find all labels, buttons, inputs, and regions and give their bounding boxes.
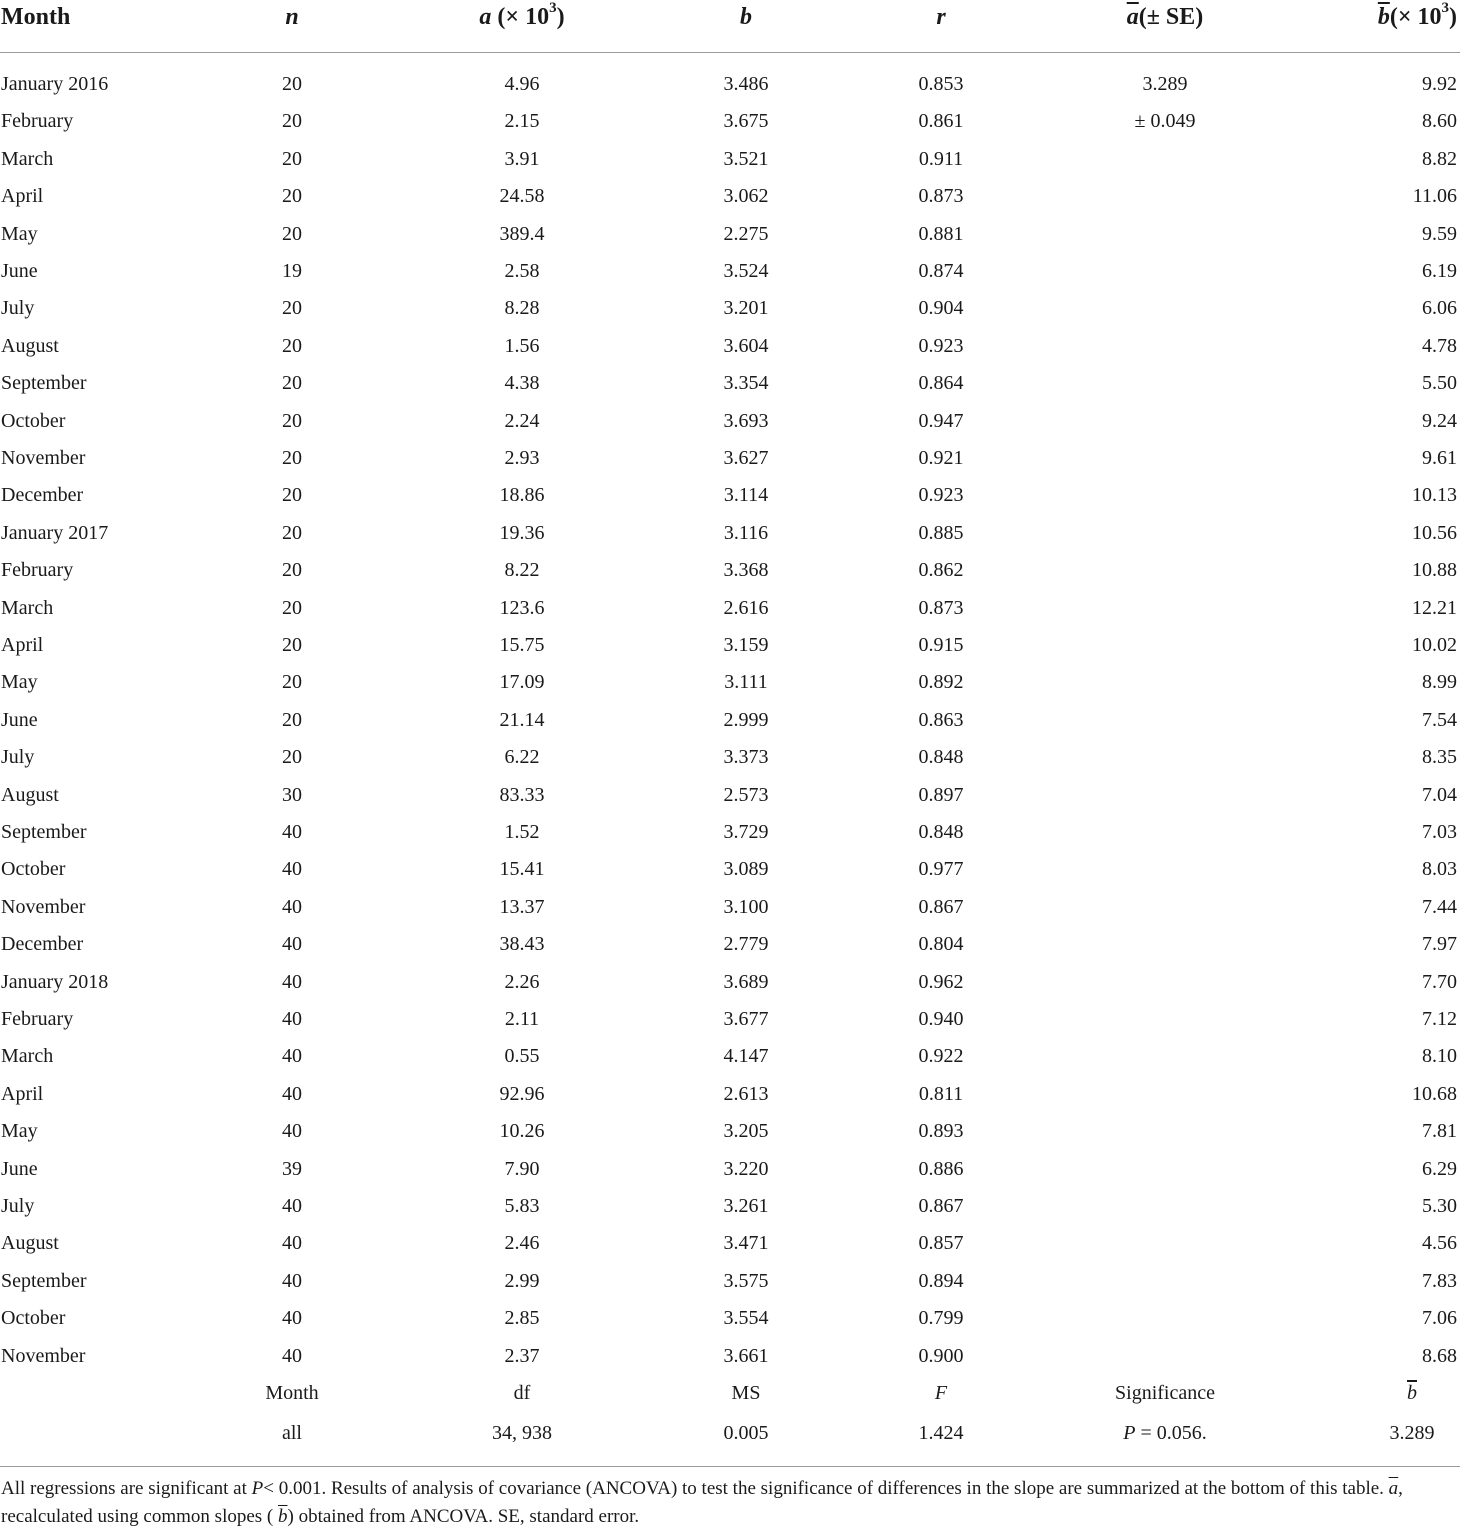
cell-n: 20 xyxy=(282,484,302,507)
ancova-header-f: F xyxy=(934,1382,948,1404)
cell-month: June xyxy=(1,260,38,282)
ancova-row xyxy=(0,1413,1460,1451)
ancova-header-significance: Significance xyxy=(1115,1382,1215,1404)
table-row xyxy=(0,777,1460,814)
cell-r: 0.904 xyxy=(918,297,964,320)
cell-r: 0.848 xyxy=(918,821,964,843)
cell-a: 2.11 xyxy=(504,1008,540,1030)
cell-month: September xyxy=(1,821,87,843)
cell-r: 0.881 xyxy=(918,222,964,245)
table-row xyxy=(0,702,1460,739)
cell-bbar: 7.54 xyxy=(1422,708,1457,731)
cell-b: 3.100 xyxy=(723,895,769,918)
cell-bbar: 7.06 xyxy=(1422,1307,1457,1330)
cell-a: 2.15 xyxy=(504,110,540,133)
cell-a: 2.99 xyxy=(504,1269,540,1292)
table-row xyxy=(0,964,1460,1001)
cell-month: September xyxy=(1,372,87,395)
cell-bbar: 10.56 xyxy=(1412,521,1457,544)
cell-a: 3.91 xyxy=(504,147,540,170)
table-row xyxy=(0,365,1460,402)
table-row xyxy=(0,440,1460,477)
cell-month: November xyxy=(1,447,86,469)
cell-b: 3.627 xyxy=(723,447,769,469)
cell-b: 2.613 xyxy=(723,1082,769,1105)
cell-r: 0.940 xyxy=(918,1008,964,1030)
cell-a: 389.4 xyxy=(499,222,545,245)
cell-n: 20 xyxy=(282,521,302,544)
cell-b: 3.261 xyxy=(723,1195,769,1217)
cell-b: 2.779 xyxy=(723,933,769,956)
cell-r: 0.874 xyxy=(918,260,964,282)
cell-month: June xyxy=(1,1157,38,1180)
cell-month: May xyxy=(1,671,38,694)
cell-r: 0.977 xyxy=(918,858,964,881)
cell-b: 3.471 xyxy=(723,1232,769,1255)
cell-n: 40 xyxy=(282,1232,302,1255)
cell-bbar: 11.06 xyxy=(1412,185,1457,208)
cell-n: 20 xyxy=(282,634,302,656)
cell-n: 40 xyxy=(282,1120,302,1143)
cell-bbar: 7.12 xyxy=(1422,1008,1457,1030)
table-row xyxy=(0,590,1460,627)
cell-month: October xyxy=(1,409,66,432)
cell-n: 20 xyxy=(282,447,302,469)
cell-n: 20 xyxy=(282,409,302,432)
cell-n: 20 xyxy=(282,746,302,769)
cell-r: 0.857 xyxy=(918,1232,964,1255)
cell-a: 2.26 xyxy=(504,970,540,993)
cell-r: 0.900 xyxy=(918,1344,964,1367)
cell-r: 0.864 xyxy=(918,372,964,395)
cell-b: 3.604 xyxy=(723,334,769,357)
cell-a: 15.75 xyxy=(499,634,545,656)
table-row xyxy=(0,1076,1460,1113)
cell-n: 20 xyxy=(282,147,302,170)
cell-b: 3.521 xyxy=(723,147,769,170)
ancova-header-df: df xyxy=(513,1382,531,1404)
cell-month: July xyxy=(1,297,35,320)
table-row xyxy=(0,552,1460,589)
table-row xyxy=(0,66,1460,103)
cell-r: 0.867 xyxy=(918,895,964,918)
table-row xyxy=(0,851,1460,888)
cell-n: 39 xyxy=(282,1157,302,1180)
cell-month: February xyxy=(1,559,74,582)
table-row xyxy=(0,1038,1460,1075)
table-row xyxy=(0,1263,1460,1300)
table-row xyxy=(0,926,1460,963)
header-n: n xyxy=(285,4,299,30)
cell-a: 15.41 xyxy=(499,858,545,881)
cell-a: 21.14 xyxy=(499,708,545,731)
cell-r: 0.848 xyxy=(918,746,964,769)
cell-month: July xyxy=(1,1195,35,1217)
cell-n: 20 xyxy=(282,596,302,619)
cell-bbar: 7.44 xyxy=(1422,895,1457,918)
cell-a: 24.58 xyxy=(499,185,545,208)
cell-a: 19.36 xyxy=(499,521,545,544)
ancova-header-bbar: $\overline{b}$ xyxy=(1407,1382,1417,1404)
cell-a: 4.96 xyxy=(504,73,540,95)
cell-a: 2.46 xyxy=(504,1232,540,1255)
cell-r: 0.885 xyxy=(918,521,964,544)
table-row xyxy=(0,178,1460,215)
cell-month: September xyxy=(1,1269,87,1292)
table-row xyxy=(0,889,1460,926)
cell-n: 40 xyxy=(282,1195,302,1217)
cell-bbar: 8.03 xyxy=(1422,858,1457,881)
cell-bbar: 9.59 xyxy=(1422,222,1457,245)
cell-a: 13.37 xyxy=(499,895,545,918)
ancova-month: all xyxy=(282,1422,302,1444)
cell-r: 0.853 xyxy=(918,73,964,95)
cell-b: 3.220 xyxy=(723,1157,769,1180)
cell-bbar: 8.68 xyxy=(1422,1344,1457,1367)
cell-b: 3.677 xyxy=(723,1008,769,1030)
cell-b: 3.729 xyxy=(723,821,769,843)
cell-month: April xyxy=(1,1082,44,1105)
table-row xyxy=(0,627,1460,664)
cell-month: January 2016 xyxy=(1,73,109,95)
cell-n: 19 xyxy=(282,260,302,282)
header-month: Month xyxy=(1,4,71,30)
cell-b: 3.354 xyxy=(723,372,769,395)
table-bottom-rule xyxy=(0,1466,1460,1467)
cell-month: May xyxy=(1,222,38,245)
cell-a: 8.28 xyxy=(504,297,540,320)
cell-a: 7.90 xyxy=(504,1157,540,1180)
cell-r: 0.897 xyxy=(918,783,964,806)
cell-bbar: 5.50 xyxy=(1422,372,1457,395)
cell-r: 0.867 xyxy=(918,1195,964,1217)
cell-n: 20 xyxy=(282,297,302,320)
cell-bbar: 7.04 xyxy=(1422,783,1457,806)
cell-b: 3.114 xyxy=(723,484,769,507)
cell-bbar: 8.10 xyxy=(1422,1045,1457,1068)
cell-n: 40 xyxy=(282,933,302,956)
cell-bbar: 10.02 xyxy=(1412,634,1457,656)
cell-a: 2.37 xyxy=(504,1344,540,1367)
cell-month: December xyxy=(1,933,84,956)
cell-a: 0.55 xyxy=(504,1045,540,1068)
ancova-ms: 0.005 xyxy=(723,1422,769,1444)
cell-bbar: 12.21 xyxy=(1412,596,1457,619)
cell-bbar: 9.61 xyxy=(1422,447,1457,469)
cell-month: August xyxy=(1,1232,59,1255)
cell-a: 2.85 xyxy=(504,1307,540,1330)
cell-b: 3.689 xyxy=(723,970,769,993)
cell-b: 3.159 xyxy=(723,634,769,656)
table-row xyxy=(0,1188,1460,1225)
ancova-header-row xyxy=(0,1374,1460,1412)
cell-month: October xyxy=(1,858,66,881)
table-row xyxy=(0,814,1460,851)
cell-bbar: 7.81 xyxy=(1422,1120,1457,1143)
cell-month: May xyxy=(1,1120,38,1143)
cell-b: 2.275 xyxy=(723,222,769,245)
cell-bbar: 8.60 xyxy=(1422,110,1457,133)
cell-bbar: 6.29 xyxy=(1422,1157,1457,1180)
cell-b: 3.575 xyxy=(723,1269,769,1292)
cell-b: 3.201 xyxy=(723,297,769,320)
cell-a: 1.52 xyxy=(504,821,540,843)
cell-a: 38.43 xyxy=(499,933,545,956)
cell-n: 40 xyxy=(282,970,302,993)
cell-bbar: 9.92 xyxy=(1422,73,1457,95)
cell-n: 40 xyxy=(282,1045,302,1068)
cell-bbar: 8.99 xyxy=(1422,671,1457,694)
cell-month: February xyxy=(1,1008,74,1030)
abar-se: ± 0.049 xyxy=(1134,110,1196,132)
cell-r: 0.873 xyxy=(918,596,964,619)
table-row xyxy=(0,403,1460,440)
cell-bbar: 10.88 xyxy=(1412,559,1457,582)
cell-r: 0.862 xyxy=(918,559,964,582)
cell-a: 1.56 xyxy=(504,334,540,357)
table-row xyxy=(0,328,1460,365)
cell-n: 40 xyxy=(282,895,302,918)
cell-bbar: 8.82 xyxy=(1422,147,1457,170)
cell-month: January 2017 xyxy=(1,521,109,544)
cell-bbar: 10.68 xyxy=(1412,1082,1457,1105)
table-row xyxy=(0,1338,1460,1375)
cell-n: 20 xyxy=(282,559,302,582)
cell-bbar: 7.97 xyxy=(1422,933,1457,956)
cell-month: March xyxy=(1,147,54,170)
table-row xyxy=(0,290,1460,327)
table-row xyxy=(0,1225,1460,1262)
cell-a: 2.24 xyxy=(504,409,540,432)
header-bbar: $\overline{b}(\times 10^3)$ xyxy=(1377,0,1457,30)
header-b: b xyxy=(740,4,752,30)
cell-r: 0.873 xyxy=(918,185,964,208)
cell-r: 0.947 xyxy=(918,409,964,432)
cell-bbar: 8.35 xyxy=(1422,746,1457,769)
cell-r: 0.894 xyxy=(918,1269,964,1292)
cell-bbar: 7.03 xyxy=(1422,821,1457,843)
cell-r: 0.861 xyxy=(918,110,964,133)
cell-month: November xyxy=(1,895,86,918)
table-footnote: All regressions are significant at P< 0.001. Results of analysis of covariance (ANCOVA) to test the significance of differences in the slope are summarized at the bottom of this table. $\overline{a}$, recalculated using common slopes ( $\overline{b}$) obtained from ANCOVA. SE, standard error. xyxy=(1,1478,1403,1527)
table-row xyxy=(0,1300,1460,1337)
cell-b: 3.111 xyxy=(724,671,768,694)
cell-a: 8.22 xyxy=(504,559,540,582)
cell-n: 20 xyxy=(282,334,302,357)
cell-month: July xyxy=(1,746,35,769)
cell-month: October xyxy=(1,1307,66,1330)
cell-r: 0.892 xyxy=(918,671,964,694)
cell-r: 0.886 xyxy=(918,1157,964,1180)
table-row xyxy=(0,103,1460,140)
cell-r: 0.799 xyxy=(918,1307,964,1330)
cell-n: 20 xyxy=(282,671,302,694)
cell-month: February xyxy=(1,110,74,133)
cell-r: 0.921 xyxy=(918,447,964,469)
cell-month: August xyxy=(1,783,59,806)
cell-n: 30 xyxy=(282,783,302,806)
cell-a: 10.26 xyxy=(499,1120,545,1143)
header-a: a (× $10^3$) xyxy=(479,0,565,30)
table-row xyxy=(0,141,1460,178)
table-row xyxy=(0,664,1460,701)
table-row xyxy=(0,739,1460,776)
cell-b: 2.999 xyxy=(723,708,769,731)
ancova-significance: P = 0.056. xyxy=(1123,1422,1207,1444)
cell-b: 2.573 xyxy=(723,783,769,806)
cell-n: 20 xyxy=(282,73,302,95)
cell-a: 92.96 xyxy=(499,1082,545,1105)
cell-a: 6.22 xyxy=(504,746,540,769)
cell-n: 20 xyxy=(282,185,302,208)
cell-b: 3.524 xyxy=(723,260,769,282)
cell-bbar: 4.56 xyxy=(1422,1232,1457,1255)
cell-a: 2.58 xyxy=(504,260,540,282)
cell-r: 0.911 xyxy=(918,147,964,170)
cell-month: April xyxy=(1,185,44,208)
ancova-header-month: Month xyxy=(265,1382,319,1404)
cell-n: 20 xyxy=(282,110,302,133)
cell-bbar: 9.24 xyxy=(1422,409,1457,432)
cell-month: December xyxy=(1,484,84,507)
cell-r: 0.893 xyxy=(918,1120,964,1143)
table-row xyxy=(0,216,1460,253)
cell-a: 17.09 xyxy=(499,671,545,694)
cell-b: 3.062 xyxy=(723,185,769,208)
cell-bbar: 7.70 xyxy=(1422,970,1457,993)
cell-r: 0.923 xyxy=(918,484,964,507)
cell-r: 0.804 xyxy=(918,933,964,956)
cell-b: 3.116 xyxy=(723,521,769,544)
cell-a: 18.86 xyxy=(499,484,545,507)
cell-a: 2.93 xyxy=(504,447,540,469)
cell-a: 123.6 xyxy=(499,596,545,619)
cell-n: 40 xyxy=(282,1008,302,1030)
cell-b: 3.368 xyxy=(723,559,769,582)
cell-b: 3.089 xyxy=(723,858,769,881)
cell-bbar: 6.06 xyxy=(1422,297,1457,320)
cell-bbar: 10.13 xyxy=(1412,484,1457,507)
cell-r: 0.863 xyxy=(918,708,964,731)
cell-n: 20 xyxy=(282,372,302,395)
cell-n: 40 xyxy=(282,1082,302,1105)
ancova-f: 1.424 xyxy=(918,1422,964,1444)
cell-bbar: 6.19 xyxy=(1422,260,1457,282)
cell-b: 3.205 xyxy=(723,1120,769,1143)
cell-a: 4.38 xyxy=(504,372,540,395)
ancova-df: 34, 938 xyxy=(492,1422,552,1444)
cell-month: November xyxy=(1,1344,86,1367)
cell-r: 0.915 xyxy=(918,634,964,656)
cell-b: 3.661 xyxy=(723,1344,769,1367)
table-header xyxy=(0,0,1460,53)
cell-month: January 2018 xyxy=(1,970,109,993)
cell-month: March xyxy=(1,1045,54,1068)
cell-n: 40 xyxy=(282,821,302,843)
table-row xyxy=(0,1113,1460,1150)
cell-b: 2.616 xyxy=(723,596,769,619)
cell-n: 20 xyxy=(282,708,302,731)
cell-n: 40 xyxy=(282,1307,302,1330)
cell-b: 3.373 xyxy=(723,746,769,769)
table-row xyxy=(0,1001,1460,1038)
cell-n: 40 xyxy=(282,1344,302,1367)
abar-value: 3.289 xyxy=(1142,73,1188,95)
cell-month: March xyxy=(1,596,54,619)
table-row xyxy=(0,515,1460,552)
cell-n: 20 xyxy=(282,222,302,245)
cell-n: 40 xyxy=(282,1269,302,1292)
cell-r: 0.922 xyxy=(918,1045,964,1068)
table-row xyxy=(0,477,1460,514)
cell-month: April xyxy=(1,634,44,656)
cell-b: 3.693 xyxy=(723,409,769,432)
cell-n: 40 xyxy=(282,858,302,881)
header-r: r xyxy=(936,4,946,30)
ancova-header-ms: MS xyxy=(731,1382,761,1404)
table-row xyxy=(0,253,1460,290)
cell-bbar: 5.30 xyxy=(1422,1195,1457,1217)
cell-b: 3.486 xyxy=(723,73,769,95)
cell-r: 0.962 xyxy=(918,970,964,993)
cell-r: 0.923 xyxy=(918,334,964,357)
cell-bbar: 4.78 xyxy=(1422,334,1457,357)
cell-month: August xyxy=(1,334,59,357)
header-abar-se: $\overline{a}(\pm SE)$ xyxy=(1126,4,1204,30)
cell-a: 83.33 xyxy=(499,783,545,806)
cell-b: 4.147 xyxy=(723,1045,769,1068)
cell-b: 3.554 xyxy=(723,1307,769,1330)
cell-b: 3.675 xyxy=(723,110,769,133)
ancova-bbar: 3.289 xyxy=(1389,1422,1435,1444)
cell-a: 5.83 xyxy=(504,1195,540,1217)
table-row xyxy=(0,1151,1460,1188)
cell-month: June xyxy=(1,708,38,731)
cell-bbar: 7.83 xyxy=(1422,1269,1457,1292)
cell-r: 0.811 xyxy=(918,1082,964,1105)
